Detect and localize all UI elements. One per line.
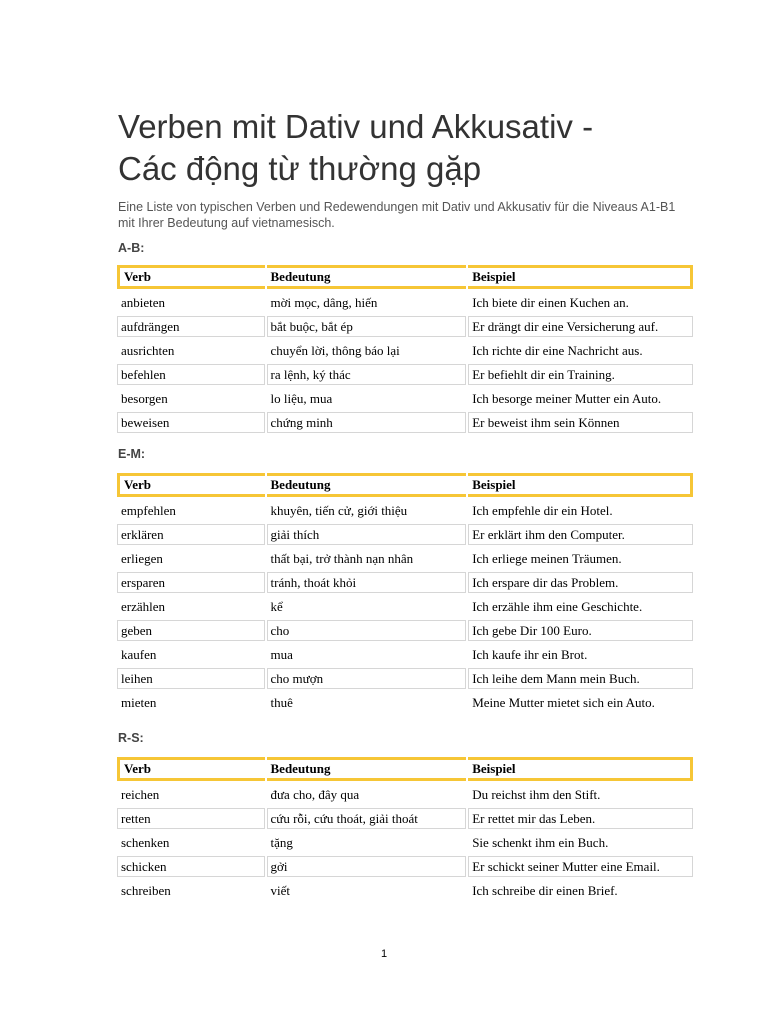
intro-paragraph: Eine Liste von typischen Verben und Redewendungen mit Dativ und Akkusativ für die Niveaus A1-B1 mit Ihrer Bedeutung auf vietnamesisch. bbox=[118, 200, 676, 230]
section-heading-e-m: E-M: bbox=[118, 447, 146, 461]
example-cell: Ich besorge meiner Mutter ein Auto. bbox=[472, 390, 662, 406]
verb-cell: erklären bbox=[117, 524, 265, 545]
verb-cell: erzählen bbox=[121, 598, 166, 614]
column-header-bedeutung: Bedeutung bbox=[267, 473, 467, 497]
meaning-cell: tặng bbox=[270, 834, 293, 850]
verb-cell: kaufen bbox=[121, 646, 157, 662]
verb-table-a-b bbox=[115, 262, 695, 436]
verb-cell: ersparen bbox=[117, 572, 265, 593]
verb-cell: reichen bbox=[121, 786, 160, 802]
table-row bbox=[117, 880, 693, 901]
column-header-verb: Verb bbox=[117, 473, 265, 497]
table-row bbox=[117, 572, 693, 593]
table-row bbox=[117, 596, 693, 617]
verb-cell: besorgen bbox=[121, 390, 168, 406]
table-row bbox=[117, 316, 693, 337]
example-cell: Ich erspare dir das Problem. bbox=[468, 572, 693, 593]
table-row bbox=[117, 548, 693, 569]
section-heading-r-s: R-S: bbox=[118, 731, 144, 745]
table-row bbox=[117, 292, 693, 313]
column-header-bedeutung: Bedeutung bbox=[267, 265, 467, 289]
verb-cell: mieten bbox=[121, 694, 157, 710]
table-row bbox=[117, 620, 693, 641]
table-row bbox=[117, 784, 693, 805]
example-cell: Ich leihe dem Mann mein Buch. bbox=[468, 668, 693, 689]
example-cell: Er erklärt ihm den Computer. bbox=[468, 524, 693, 545]
column-header-verb: Verb bbox=[117, 265, 265, 289]
verb-cell: schenken bbox=[121, 834, 170, 850]
example-cell: Ich erliege meinen Träumen. bbox=[472, 550, 622, 566]
table-row bbox=[117, 500, 693, 521]
table-row bbox=[117, 644, 693, 665]
example-cell: Er rettet mir das Leben. bbox=[468, 808, 693, 829]
example-cell: Du reichst ihm den Stift. bbox=[472, 786, 601, 802]
verb-cell: geben bbox=[117, 620, 265, 641]
table-row bbox=[117, 524, 693, 545]
verb-cell: befehlen bbox=[117, 364, 265, 385]
table-header-row bbox=[117, 265, 693, 289]
verb-cell: schicken bbox=[117, 856, 265, 877]
meaning-cell: mời mọc, dâng, hiến bbox=[270, 294, 378, 310]
page-number: 1 bbox=[380, 948, 388, 960]
column-header-beispiel: Beispiel bbox=[468, 757, 693, 781]
meaning-cell: lo liệu, mua bbox=[270, 390, 333, 406]
page-title bbox=[118, 106, 718, 190]
table-row bbox=[117, 364, 693, 385]
meaning-cell: khuyên, tiến cử, giới thiệu bbox=[270, 502, 408, 518]
verb-cell: schreiben bbox=[121, 882, 171, 898]
example-cell: Ich schreibe dir einen Brief. bbox=[472, 882, 618, 898]
table-row bbox=[117, 832, 693, 853]
verb-cell: leihen bbox=[117, 668, 265, 689]
example-cell: Ich erzähle ihm eine Geschichte. bbox=[472, 598, 643, 614]
meaning-cell: chuyển lời, thông báo lại bbox=[270, 342, 400, 358]
meaning-cell: mua bbox=[270, 646, 293, 662]
table-row bbox=[117, 808, 693, 829]
meaning-cell: chứng minh bbox=[267, 412, 467, 433]
meaning-cell: đưa cho, đây qua bbox=[270, 786, 360, 802]
table-header-row bbox=[117, 757, 693, 781]
column-header-beispiel: Beispiel bbox=[468, 265, 693, 289]
verb-table-e-m bbox=[115, 470, 695, 716]
example-cell: Er schickt seiner Mutter eine Email. bbox=[468, 856, 693, 877]
verb-cell: ausrichten bbox=[121, 342, 175, 358]
example-cell: Ich biete dir einen Kuchen an. bbox=[472, 294, 629, 310]
example-cell: Ich empfehle dir ein Hotel. bbox=[472, 502, 613, 518]
meaning-cell: thuê bbox=[270, 694, 293, 710]
verb-cell: aufdrängen bbox=[117, 316, 265, 337]
title-line-2: Các động từ thường gặp bbox=[118, 150, 482, 187]
example-cell: Sie schenkt ihm ein Buch. bbox=[472, 834, 609, 850]
table-header-row bbox=[117, 473, 693, 497]
meaning-cell: cho mượn bbox=[267, 668, 467, 689]
column-header-verb: Verb bbox=[117, 757, 265, 781]
example-cell: Meine Mutter mietet sich ein Auto. bbox=[472, 694, 655, 710]
meaning-cell: bắt buộc, bắt ép bbox=[267, 316, 467, 337]
verb-cell: retten bbox=[117, 808, 265, 829]
table-row bbox=[117, 388, 693, 409]
verb-table-r-s bbox=[115, 754, 695, 904]
table-row bbox=[117, 412, 693, 433]
meaning-cell: gởi bbox=[267, 856, 467, 877]
table-row bbox=[117, 692, 693, 713]
meaning-cell: tránh, thoát khỏi bbox=[267, 572, 467, 593]
meaning-cell: kể bbox=[270, 598, 283, 614]
example-cell: Er beweist ihm sein Können bbox=[468, 412, 693, 433]
example-cell: Ich gebe Dir 100 Euro. bbox=[468, 620, 693, 641]
meaning-cell: cứu rỗi, cứu thoát, giải thoát bbox=[267, 808, 467, 829]
meaning-cell: ra lệnh, ký thác bbox=[267, 364, 467, 385]
column-header-beispiel: Beispiel bbox=[468, 473, 693, 497]
example-cell: Ich richte dir eine Nachricht aus. bbox=[472, 342, 643, 358]
table-row bbox=[117, 856, 693, 877]
example-cell: Ich kaufe ihr ein Brot. bbox=[472, 646, 588, 662]
meaning-cell: giải thích bbox=[267, 524, 467, 545]
meaning-cell: cho bbox=[267, 620, 467, 641]
column-header-bedeutung: Bedeutung bbox=[267, 757, 467, 781]
verb-cell: anbieten bbox=[121, 294, 166, 310]
example-cell: Er befiehlt dir ein Training. bbox=[468, 364, 693, 385]
verb-cell: beweisen bbox=[117, 412, 265, 433]
example-cell: Er drängt dir eine Versicherung auf. bbox=[468, 316, 693, 337]
verb-cell: empfehlen bbox=[121, 502, 176, 518]
title-line-1: Verben mit Dativ und Akkusativ - bbox=[118, 108, 594, 145]
meaning-cell: thất bại, trở thành nạn nhân bbox=[270, 550, 414, 566]
meaning-cell: viết bbox=[270, 882, 291, 898]
verb-cell: erliegen bbox=[121, 550, 163, 566]
table-row bbox=[117, 668, 693, 689]
table-row bbox=[117, 340, 693, 361]
section-heading-a-b: A-B: bbox=[118, 241, 145, 255]
